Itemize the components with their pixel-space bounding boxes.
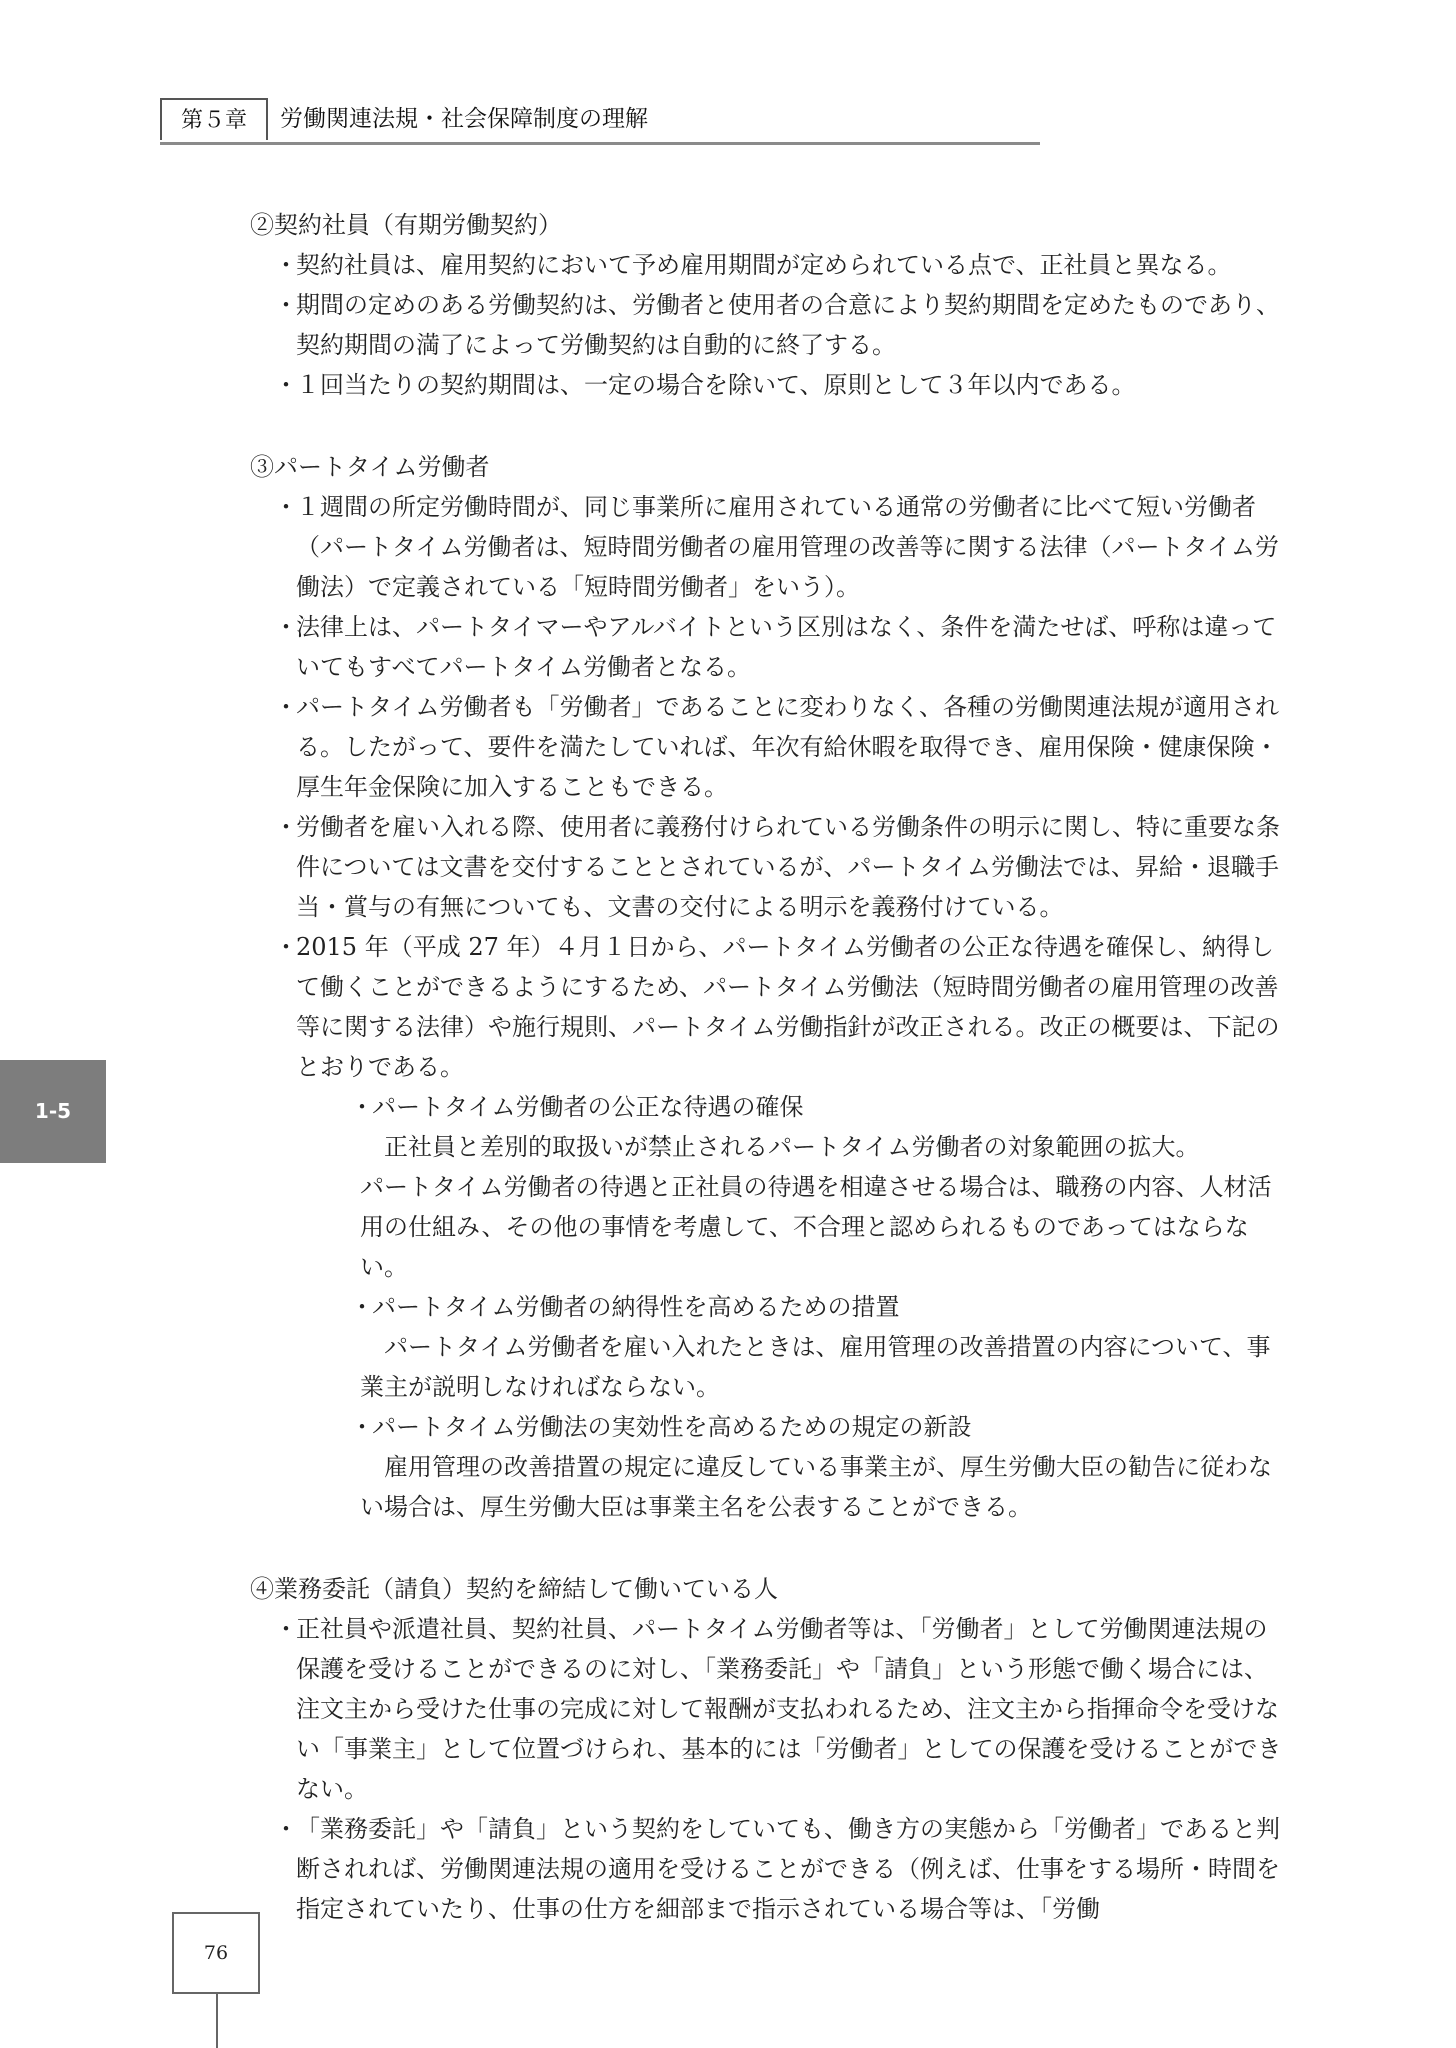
bullet-item (250, 687, 1290, 807)
bullet-item (250, 1809, 1290, 1929)
bullet-text: 2015 年（平成 27 年）４月１日から、パートタイム労働者の公正な待遇を確保し、納得して働くことができるようにするため、パートタイム労働法（短時間労働者の雇用管理の改善等に関する法律）や施行規則、パートタイム労働指針が改正される。改正の概要は、下記のとおりである。 (296, 933, 1280, 1081)
chapter-label: 第５章 (160, 98, 268, 140)
bullet-text: 「業務委託」や「請負」という契約をしていても、働き方の実態から「労働者」であると判断されれば、労働関連法規の適用を受けることができる（例えば、仕事をする場所・時間を指定されていたり、仕事の仕方を細部まで指示されている場合等は、「労働 (296, 1815, 1280, 1923)
bullet-mark: ・ (274, 1615, 298, 1643)
sub-bullet-text: パートタイム労働法の実効性を高めるための規定の新設 (372, 1413, 972, 1441)
bullet-item (250, 285, 1290, 365)
bullet-item (250, 1609, 1290, 1809)
bullet-item (250, 245, 1290, 285)
page-body (250, 205, 1290, 1929)
bullet-text: 正社員や派遣社員、契約社員、パートタイム労働者等は、「労働者」として労働関連法規の保護を受けることができるのに対し、「業務委託」や「請負」という形態で働く場合には、注文主から受けた仕事の完成に対して報酬が支払われるため、注文主から指揮命令を受けない「事業主」として位置づけられ、基本的には「労働者」としての保護を受けることができない。 (296, 1615, 1282, 1803)
bullet-item (250, 607, 1290, 687)
bullet-text: パートタイム労働者も「労働者」であることに変わりなく、各種の労働関連法規が適用される。したがって、要件を満たしていれば、年次有給休暇を取得でき、雇用保険・健康保険・厚生年金保険に加入することもできる。 (296, 693, 1280, 801)
bullet-item (250, 487, 1290, 607)
bullet-mark: ・ (274, 291, 298, 319)
bullet-mark: ・ (274, 251, 298, 279)
bullet-text: 契約社員は、雇用契約において予め雇用期間が定められている点で、正社員と異なる。 (296, 251, 1232, 279)
section-heading: ②契約社員（有期労働契約） (250, 211, 562, 239)
bullet-mark: ・ (274, 493, 298, 521)
sub-bullet-title (250, 1087, 1290, 1127)
bullet-text: 法律上は、パートタイマーやアルバイトという区別はなく、条件を満たせば、呼称は違っていてもすべてパートタイム労働者となる。 (296, 613, 1277, 681)
bullet-text: 期間の定めのある労働契約は、労働者と使用者の合意により契約期間を定めたものであり、契約期間の満了によって労働契約は自動的に終了する。 (296, 291, 1280, 359)
bullet-mark: ・ (274, 371, 298, 399)
sub-bullet-text: パートタイム労働者の納得性を高めるための措置 (372, 1293, 900, 1321)
bullet-text: 労働者を雇い入れる際、使用者に義務付けられている労働条件の明示に関し、特に重要な条件については文書を交付することとされているが、パートタイム労働法では、昇給・退職手当・賞与の有無についても、文書の交付による明示を義務付けている。 (296, 813, 1280, 921)
section-heading: ③パートタイム労働者 (250, 453, 490, 481)
bullet-text: １回当たりの契約期間は、一定の場合を除いて、原則として３年以内である。 (296, 371, 1136, 399)
sub-bullet-body: パートタイム労働者の待遇と正社員の待遇を相違させる場合は、職務の内容、人材活用の仕組み、その他の事情を考慮して、不合理と認められるものであってはならない。 (360, 1173, 1272, 1281)
sub-bullet-body: 雇用管理の改善措置の規定に違反している事業主が、厚生労働大臣の勧告に従わない場合は、厚生労働大臣は事業主名を公表することができる。 (360, 1453, 1272, 1521)
bullet-text: １週間の所定労働時間が、同じ事業所に雇用されている通常の労働者に比べて短い労働者（パートタイム労働者は、短時間労働者の雇用管理の改善等に関する法律（パートタイム労働法）で定義されている「短時間労働者」をいう）。 (296, 493, 1280, 601)
bullet-item (250, 927, 1290, 1087)
bullet-mark: ・ (350, 1093, 374, 1121)
sub-bullet-body: 正社員と差別的取扱いが禁止されるパートタイム労働者の対象範囲の拡大。 (384, 1133, 1200, 1161)
bullet-mark: ・ (350, 1293, 374, 1321)
chapter-title: 労働関連法規・社会保障制度の理解 (280, 106, 648, 132)
section-tab: 1-5 (0, 1060, 106, 1163)
bullet-mark: ・ (274, 1815, 298, 1843)
section-heading: ④業務委託（請負）契約を締結して働いている人 (250, 1575, 778, 1603)
bullet-mark: ・ (274, 613, 298, 641)
bullet-mark: ・ (274, 813, 298, 841)
sub-bullet-title (250, 1287, 1290, 1327)
bullet-item (250, 807, 1290, 927)
bullet-mark: ・ (274, 933, 298, 961)
page-number-rule (216, 1994, 218, 2048)
bullet-item (250, 365, 1290, 405)
bullet-mark: ・ (274, 693, 298, 721)
page-number: 76 (172, 1912, 260, 1994)
sub-bullet-text: パートタイム労働者の公正な待遇の確保 (372, 1093, 804, 1121)
bullet-mark: ・ (350, 1413, 374, 1441)
chapter-header (160, 98, 1040, 145)
sub-bullet-body: パートタイム労働者を雇い入れたときは、雇用管理の改善措置の内容について、事業主が説明しなければならない。 (360, 1333, 1271, 1401)
sub-bullet-title (250, 1407, 1290, 1447)
